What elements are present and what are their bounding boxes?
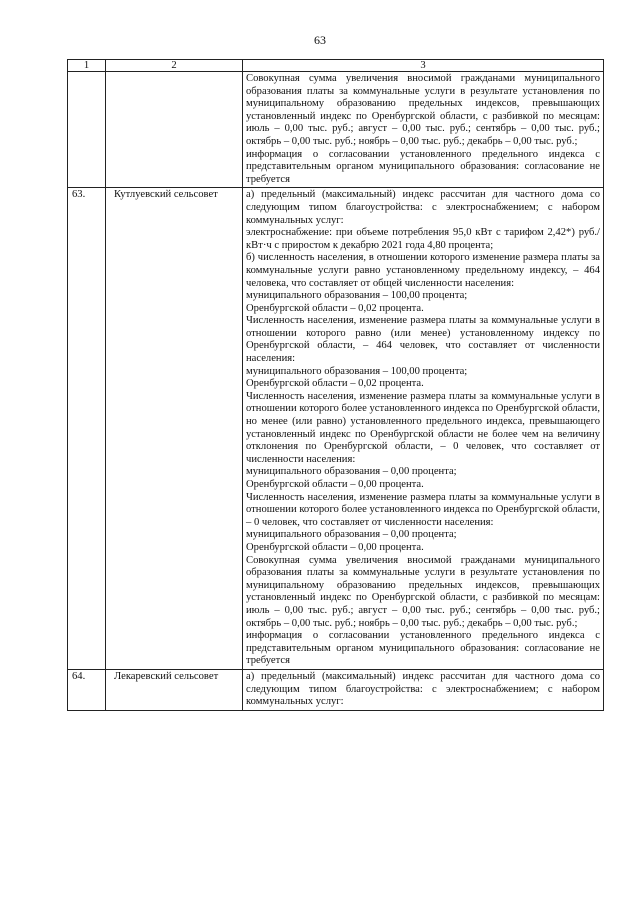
row-number: 64. (68, 669, 106, 710)
table-row (68, 669, 604, 710)
paragraph: Численность населения, изменение размера платы за коммунальные услуги в отношении которого более установленного индекса по Оренбургской области, – 0 человек, что составляет от численности населения: (246, 491, 600, 528)
row-number: 63. (68, 188, 106, 670)
paragraph: муниципального образования – 0,00 процента; (246, 466, 457, 478)
header-col-2: 2 (106, 60, 243, 72)
page-number: 63 (314, 33, 326, 47)
row-details (243, 669, 604, 710)
row-municipality (106, 72, 243, 188)
header-col-3: 3 (243, 60, 604, 72)
row-details (243, 188, 604, 670)
table-header-row (68, 60, 604, 72)
row-number (68, 72, 106, 188)
table-row (68, 188, 604, 670)
paragraph: муниципального образования – 100,00 процента; (246, 290, 468, 302)
paragraph: Совокупная сумма увеличения вносимой гражданами муниципального образования платы за коммунальные услуги в результате установления по муниципальному образованию предельных индексов, превышающих установленный индекс по Оренбургской области, с разбивкой по месяцам: июль – 0,00 тыс. руб.; август – 0,00 тыс. руб.; сентябрь – 0,00 тыс. руб.; октябрь – 0,00 тыс. руб.; ноябрь – 0,00 тыс. руб.; декабрь – 0,00 тыс. руб.; (246, 73, 600, 147)
data-table (67, 59, 604, 711)
paragraph: а) предельный (максимальный) индекс рассчитан для частного дома со следующим типом благоустройства: с электроснабжением; с набором коммунальных услуг: (246, 670, 600, 708)
row-municipality: Лекаревский сельсовет (106, 669, 243, 710)
paragraph: Оренбургской области – 0,00 процента. (246, 479, 424, 490)
paragraph: б) численность населения, в отношении которого изменение размера платы за коммунальные услуги равно установленному предельному индексу, – 464 человека, что составляет от общей численности населения: (246, 252, 600, 289)
paragraph: Оренбургской области – 0,02 процента. (246, 378, 424, 390)
paragraph: муниципального образования – 0,00 процента; (246, 529, 457, 541)
paragraph: а) предельный (максимальный) индекс рассчитан для частного дома со следующим типом благоустройства: с электроснабжением; с набором коммунальных услуг: (246, 189, 600, 226)
paragraph: Совокупная сумма увеличения вносимой гражданами муниципального образования платы за коммунальные услуги в результате установления по муниципальному образованию предельных индексов, превышающих установленный индекс по Оренбургской области, с разбивкой по месяцам: июль – 0,00 тыс. руб.; август – 0,00 тыс. руб.; сентябрь – 0,00 тыс. руб.; октябрь – 0,00 тыс. руб.; ноябрь – 0,00 тыс. руб.; декабрь – 0,00 тыс. руб.; (246, 554, 600, 629)
paragraph: Численность населения, изменение размера платы за коммунальные услуги в отношении которого более установленного индекса по Оренбургской области, но менее (или равно) установленного предельного индекса, превышающего установленный индекс по Оренбургской области не более чем на величину отклонения по Оренбургской области, – 0 человек, что составляет от численности населения: (246, 390, 600, 465)
row-municipality: Кутлуевский сельсовет (106, 188, 243, 670)
paragraph: Численность населения, изменение размера платы за коммунальные услуги в отношении которого равно (или менее) установленному индексу по Оренбургской области, – 464 человек, что составляет от численности населения: (246, 315, 600, 365)
paragraph: электроснабжение: при объеме потребления 95,0 кВт с тарифом 2,42*) руб./кВт·ч с приростом к декабрю 2021 года 4,80 процента; (246, 227, 600, 251)
paragraph: Оренбургской области – 0,02 процента. (246, 302, 424, 314)
paragraph: Оренбургской области – 0,00 процента. (246, 541, 424, 553)
paragraph: информация о согласовании установленного предельного индекса с представительным органом муниципального образования: согласование не требуется (246, 630, 600, 667)
row-details (243, 72, 604, 188)
paragraph: муниципального образования – 100,00 процента; (246, 365, 468, 377)
table-row (68, 72, 604, 188)
paragraph: информация о согласовании установленного предельного индекса с представительным органом муниципального образования: согласование не требуется (246, 148, 600, 185)
header-col-1: 1 (68, 60, 106, 72)
